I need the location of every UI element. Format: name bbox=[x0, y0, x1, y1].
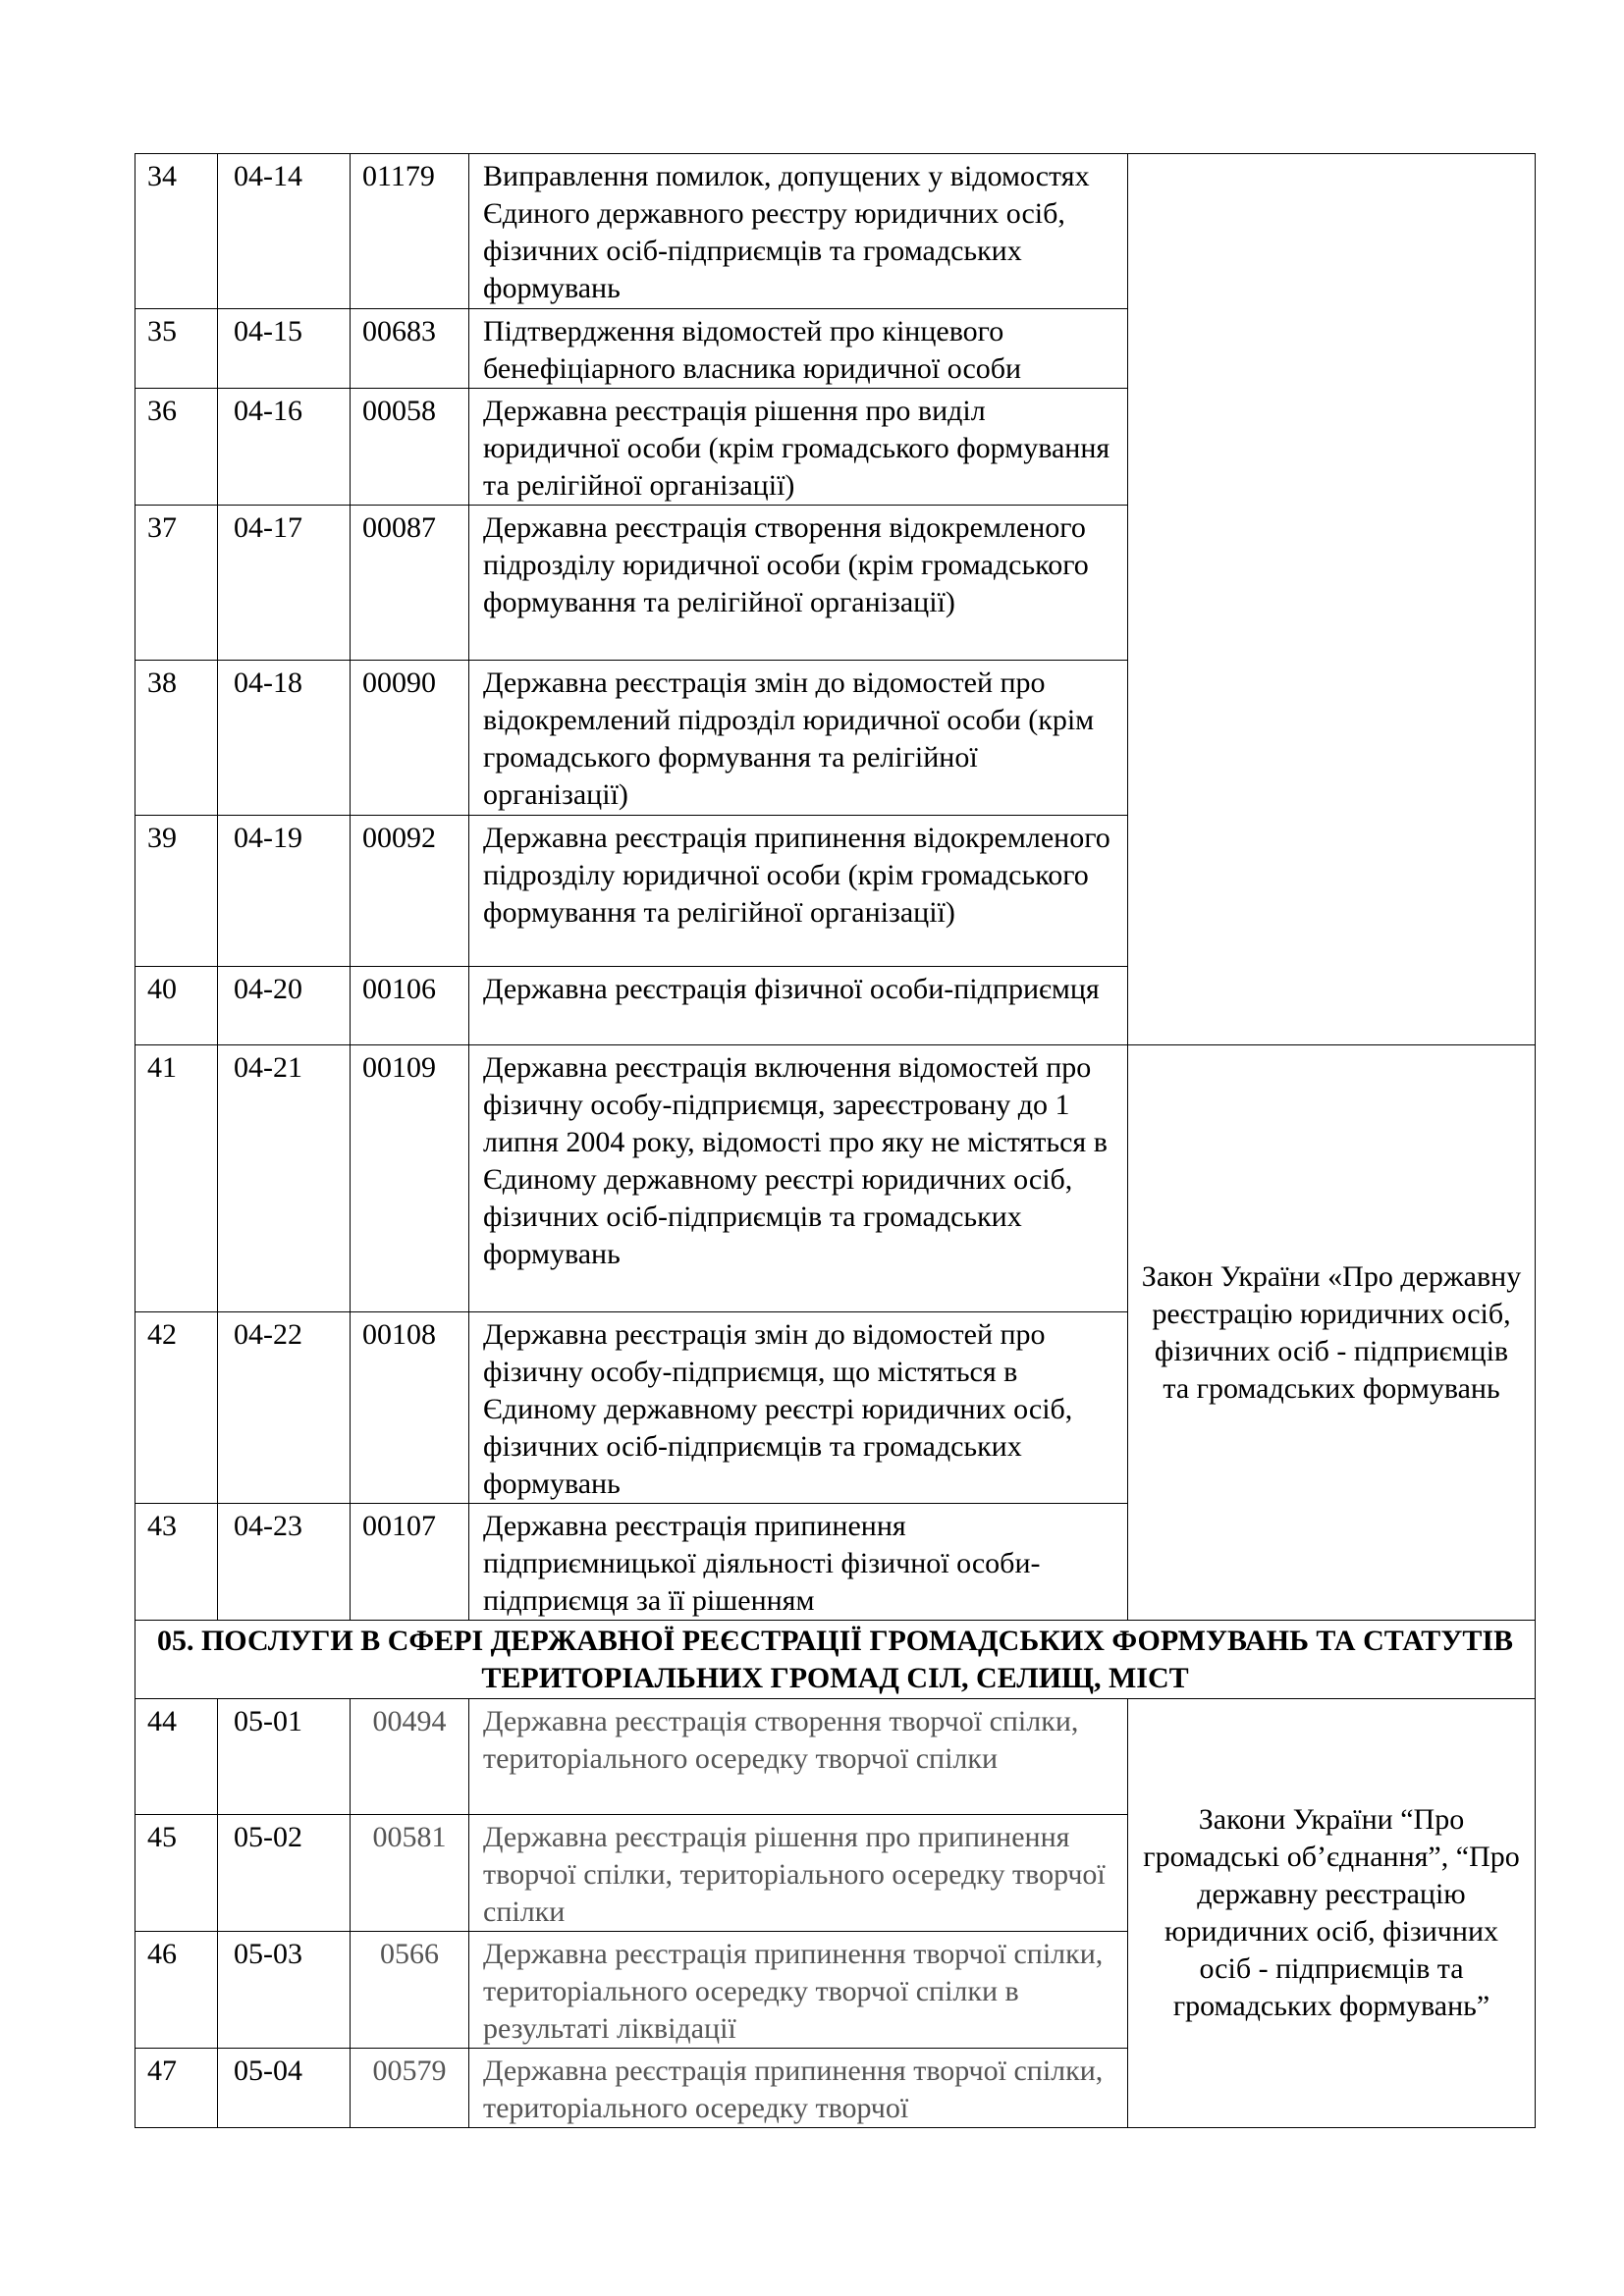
row-number: 39 bbox=[135, 816, 218, 967]
row-number: 42 bbox=[135, 1312, 218, 1504]
service-code: 04-23 bbox=[218, 1504, 351, 1621]
table-row bbox=[135, 154, 1536, 309]
service-description: Державна реєстрація припинення підприємницької діяльності фізичної особи-підприємця за її рішенням bbox=[469, 1504, 1128, 1621]
services-table bbox=[135, 153, 1536, 2128]
registry-id: 00106 bbox=[351, 967, 469, 1045]
row-number: 37 bbox=[135, 506, 218, 661]
service-code: 04-19 bbox=[218, 816, 351, 967]
row-number: 34 bbox=[135, 154, 218, 309]
service-description: Підтвердження відомостей про кінцевого бенефіціарного власника юридичної особи bbox=[469, 309, 1128, 389]
service-code: 04-21 bbox=[218, 1045, 351, 1312]
legal-basis: Закон України «Про державну реєстрацію юридичних осіб, фізичних осіб - підприємців та громадських формувань bbox=[1128, 1045, 1536, 1621]
row-number: 36 bbox=[135, 389, 218, 506]
service-description: Державна реєстрація фізичної особи-підприємця bbox=[469, 967, 1128, 1045]
row-number: 41 bbox=[135, 1045, 218, 1312]
service-description: Державна реєстрація включення відомостей про фізичну особу-підприємця, зареєстровану до 1 липня 2004 року, відомості про яку не містяться в Єдиному державному реєстрі юридичних осіб, фізичних осіб-підприємців та громадських формувань bbox=[469, 1045, 1128, 1312]
registry-id: 01179 bbox=[351, 154, 469, 309]
registry-id: 00581 bbox=[351, 1815, 469, 1932]
service-description: Державна реєстрація припинення творчої спілки, територіального осередку творчої bbox=[469, 2049, 1128, 2128]
registry-id: 00109 bbox=[351, 1045, 469, 1312]
registry-id: 0566 bbox=[351, 1932, 469, 2049]
service-code: 04-22 bbox=[218, 1312, 351, 1504]
service-code: 04-18 bbox=[218, 661, 351, 816]
row-number: 40 bbox=[135, 967, 218, 1045]
service-description: Державна реєстрація припинення відокремленого підрозділу юридичної особи (крім громадського формування та релігійної організації) bbox=[469, 816, 1128, 967]
registry-id: 00087 bbox=[351, 506, 469, 661]
service-code: 04-20 bbox=[218, 967, 351, 1045]
row-number: 46 bbox=[135, 1932, 218, 2049]
table-row bbox=[135, 1045, 1536, 1312]
legal-basis: Закони України “Про громадські об’єднання”, “Про державну реєстрацію юридичних осіб, фізичних осіб - підприємців та громадських формувань” bbox=[1128, 1699, 1536, 2128]
registry-id: 00683 bbox=[351, 309, 469, 389]
row-number: 44 bbox=[135, 1699, 218, 1815]
legal-basis-empty bbox=[1128, 154, 1536, 1045]
service-description: Державна реєстрація рішення про припинення творчої спілки, територіального осередку творчої спілки bbox=[469, 1815, 1128, 1932]
services-table-body bbox=[135, 154, 1536, 2128]
service-description: Державна реєстрація створення творчої спілки, територіального осередку творчої спілки bbox=[469, 1699, 1128, 1815]
service-code: 04-17 bbox=[218, 506, 351, 661]
service-description: Державна реєстрація змін до відомостей про відокремлений підрозділ юридичної особи (крім громадського формування та релігійної організації) bbox=[469, 661, 1128, 816]
service-description: Державна реєстрація змін до відомостей про фізичну особу-підприємця, що містяться в Єдиному державному реєстрі юридичних осіб, фізичних осіб-підприємців та громадських формувань bbox=[469, 1312, 1128, 1504]
registry-id: 00092 bbox=[351, 816, 469, 967]
registry-id: 00579 bbox=[351, 2049, 469, 2128]
service-code: 05-04 bbox=[218, 2049, 351, 2128]
row-number: 38 bbox=[135, 661, 218, 816]
row-number: 35 bbox=[135, 309, 218, 389]
service-description: Державна реєстрація припинення творчої спілки, територіального осередку творчої спілки в результаті ліквідації bbox=[469, 1932, 1128, 2049]
section-header-row bbox=[135, 1621, 1536, 1699]
service-code: 04-15 bbox=[218, 309, 351, 389]
service-code: 05-03 bbox=[218, 1932, 351, 2049]
row-number: 47 bbox=[135, 2049, 218, 2128]
registry-id: 00090 bbox=[351, 661, 469, 816]
service-code: 05-01 bbox=[218, 1699, 351, 1815]
registry-id: 00058 bbox=[351, 389, 469, 506]
registry-id: 00107 bbox=[351, 1504, 469, 1621]
service-description: Державна реєстрація рішення про виділ юридичної особи (крім громадського формування та релігійної організації) bbox=[469, 389, 1128, 506]
row-number: 45 bbox=[135, 1815, 218, 1932]
table-row bbox=[135, 1699, 1536, 1815]
row-number: 43 bbox=[135, 1504, 218, 1621]
service-code: 05-02 bbox=[218, 1815, 351, 1932]
service-code: 04-16 bbox=[218, 389, 351, 506]
service-description: Виправлення помилок, допущених у відомостях Єдиного державного реєстру юридичних осіб, фізичних осіб-підприємців та громадських формувань bbox=[469, 154, 1128, 309]
registry-id: 00494 bbox=[351, 1699, 469, 1815]
service-code: 04-14 bbox=[218, 154, 351, 309]
service-description: Державна реєстрація створення відокремленого підрозділу юридичної особи (крім громадського формування та релігійної організації) bbox=[469, 506, 1128, 661]
registry-id: 00108 bbox=[351, 1312, 469, 1504]
section-title: 05. ПОСЛУГИ В СФЕРІ ДЕРЖАВНОЇ РЕЄСТРАЦІЇ ГРОМАДСЬКИХ ФОРМУВАНЬ ТА СТАТУТІВ ТЕРИТОРІАЛЬНИХ ГРОМАД СІЛ, СЕЛИЩ, МІСТ bbox=[135, 1621, 1536, 1699]
